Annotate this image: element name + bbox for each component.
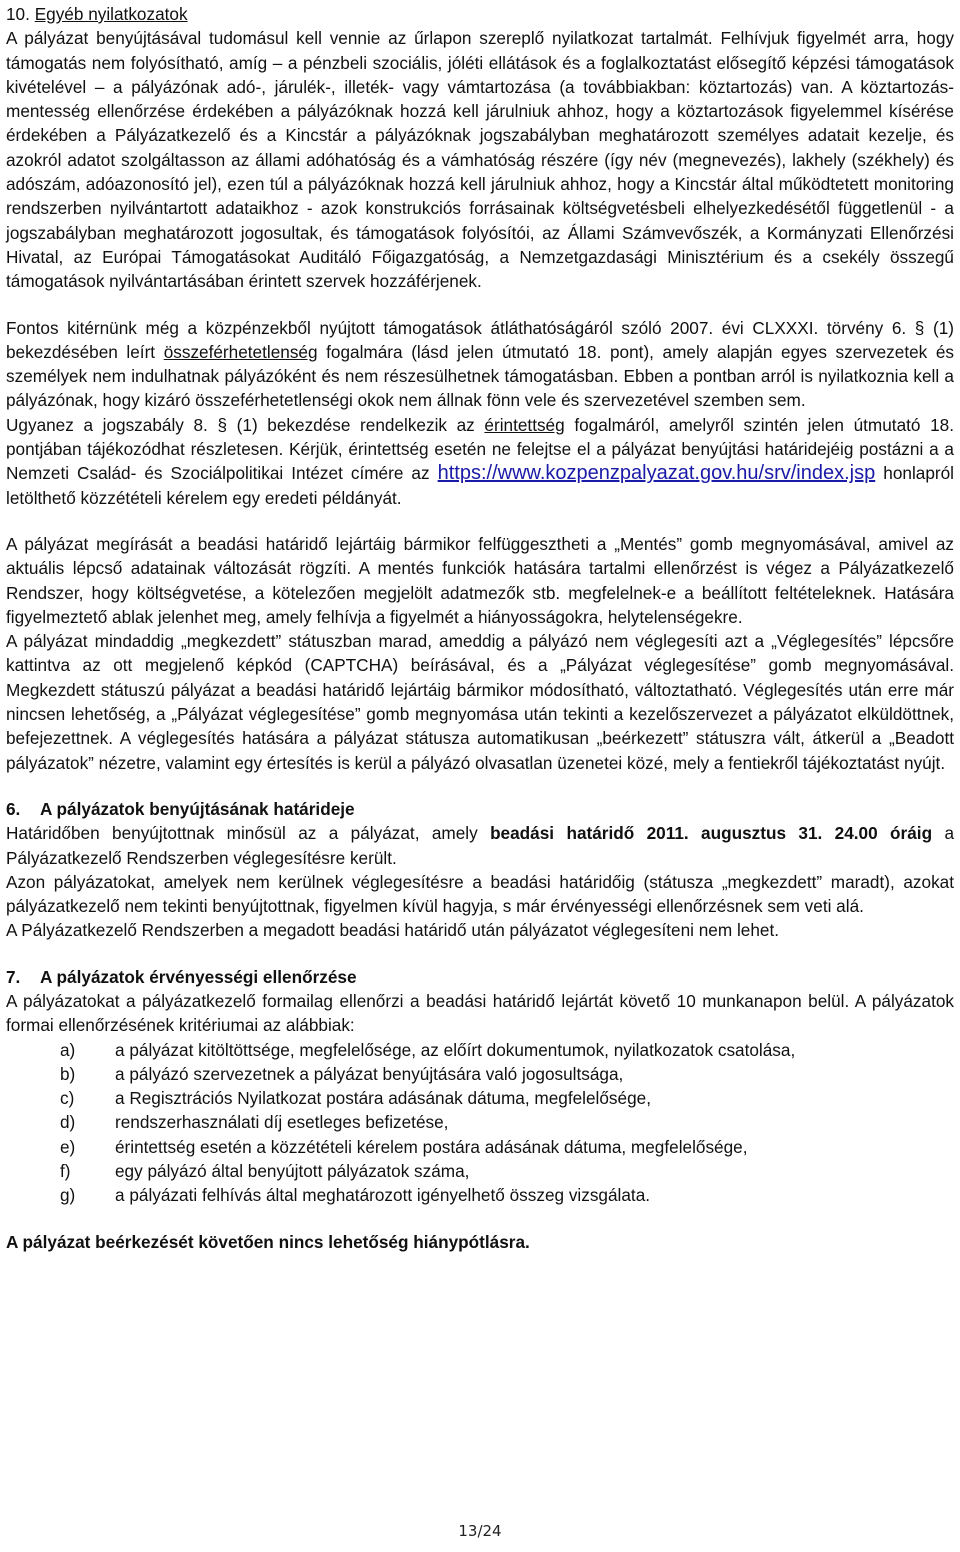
section-10-heading [6, 2, 954, 26]
section-10-paragraph-2: Fontos kitérnünk még a közpénzekből nyújtott támogatások átláthatóságáról szóló 2007. évi CLXXXI. törvény 6. § (1) bekezdésében leírt összeférhetetlenség fogalmára (lásd jelen útmutató 18. pont), amely alapján egyes szervezetek és személyek nem indulhatnak pályázóként és nem részesülhetnek támogatásban. Ebben a pontban arról is nyilatkoznia kell a pályázónak, hogy kizáró összeférhetetlenségi okok nem állnak fönn vele és szervezetével szemben sem. [6, 317, 955, 411]
concern-term: érintettség [484, 414, 565, 435]
section-10-paragraph-5: A pályázat mindaddig „megkezdett” státuszban marad, ameddig a pályázó nem véglegesíti azt a „Véglegesítés” lépcsőre kattintva az ott megjelenő képkód (CAPTCHA) beírásával, és a „Pályázat véglegesítése” gomb megnyomásával. Megkezdett státuszú pályázat a beadási határidő lejártáig bármikor módosítható, változtatható. Véglegesítés után erre már nincsen lehetőség, a „Pályázat véglegesítése” gomb megnyomása után tekinti a kezelőszervezet a pályázatot elküldöttnek, befejezettnek. A véglegesítés hatására a pályázat státusza automatikusan „beérkezett” státuszra vált, átkerül a „Beadott pályázatok” nézetre, valamint egy értesítés is kerül a pályázó olvasatlan üzenetei közé, mely a fentiekről tájékoztatást nyújt. [6, 631, 954, 773]
section-10-number: 10. [6, 4, 30, 24]
list-item: f) egy pályázó által benyújtott pályázatok száma, [60, 1161, 470, 1182]
section-7-heading [6, 965, 954, 989]
document-page [6, 0, 954, 1254]
section-10-paragraph-4: A pályázat megírását a beadási határidő lejártáig bármikor felfüggesztheti a „Mentés” gomb megnyomásával, amivel az aktuális lépcső adatainak változását rögzíti. A mentés funkciók hatására tartalmi ellenőrzést is végez a Pályázatkezelő Rendszer, hogy költségvetése, a kötelezően megjelölt adatmezők stb. megfelelnek-e a beállított feltételeknek. Hatására figyelmeztető ablak jelenhet meg, amely felhívja a figyelmét a hiányosságokra, helytelenségekre. [6, 533, 954, 627]
list-item: e) érintettség esetén a közzétételi kérelem postára adásának dátuma, megfelelősége, [60, 1136, 748, 1157]
incompatibility-term: összeférhetetlenség [163, 341, 318, 362]
section-6-paragraph-1: Határidőben benyújtottnak minősül az a pályázat, amely beadási határidő 2011. augusztus 31. 24.00 óráig a Pályázatkezelő Rendszerben véglegesítésre került. [6, 823, 955, 868]
list-item: g) a pályázati felhívás által meghatározott igényelhető összeg vizsgálata. [60, 1185, 651, 1206]
section-10-paragraph-1: A pályázat benyújtásával tudomásul kell vennie az űrlapon szereplő nyilatkozat tartalmát. Felhívjuk figyelmét arra, hogy támogatás nem folyósítható, amíg – a pénzbeli szociális, jóléti ellátások és a foglalkoztatást elősegítő képzési támogatások kivételével – a pályázónak adó-, járulék-, illeték- vagy vámtartozása (a továbbiakban: köztartozás) van. A köztartozás-mentesség ellenőrzése érdekében a pályázóknak hozzá kell járulniuk ahhoz, hogy a köztartozások figyelemmel kísérése érdekében a Pályázatkezelő és a Kincstár a pályázóknak jogszabályban meghatározott személyes adatait kezelje, és azokról adatot szolgáltasson az állami adóhatóság és a vámhatóság részére (így név (megnevezés), lakhely (székhely) és adószám, adóazonosító jel), ezen túl a pályázóknak hozzá kell járulniuk ahhoz, hogy a Kincstár által működtetett monitoring rendszerben nyilvántartott adataikhoz - azok konstrukciós forrásainak költségvetésbeli elhelyezkedésétől függetlenül - a jogszabályban meghatározott jogosultak, és támogatások folyósítói, az Állami Számvevőszék, a Kormányzati Ellenőrzési Hivatal, az Európai Támogatásokat Auditáló Főigazgatóság, a Nemzetgazdasági Minisztérium és a csekély összegű támogatások nyilvántartásában érintett szervek hozzáférjenek. [6, 28, 954, 292]
list-item: c) a Regisztrációs Nyilatkozat postára adásának dátuma, megfelelősége, [60, 1088, 651, 1109]
section-10-title: Egyéb nyilatkozatok [34, 4, 188, 24]
criteria-list [6, 1038, 954, 1208]
section-10-paragraph-3: Ugyanez a jogszabály 8. § (1) bekezdése rendelkezik az érintettség fogalmáról, amelyről szintén jelen útmutató 18. pontjában tájékozódhat részletesen. Kérjük, érintettség esetén ne felejtse el a pályázat benyújtási határidejéig postázni a a Nemzeti Család- és Szociálpolitikai Intézet címére az https://www.kozpenzpalyazat.gov.hu/srv/index.jsp honlapról letölthető közzétételi kérelem egy eredeti példányát. [6, 414, 954, 508]
section-7-title: A pályázatok érvényességi ellenőrzése [40, 966, 357, 987]
section-7-intro: A pályázatokat a pályázatkezelő formailag ellenőrzi a beadási határidő lejártát követő 10 munkanapon belül. A pályázatok formai ellenőrzésének kritériumai az alábbiak: [6, 990, 954, 1036]
section-6-heading [6, 797, 954, 821]
list-item: b) a pályázó szervezetnek a pályázat benyújtására való jogosultsága, [60, 1063, 624, 1084]
list-item: d) rendszerhasználati díj esetleges befizetése, [60, 1112, 449, 1133]
kozpenzpalyazat-link[interactable]: https://www.kozpenzpalyazat.gov.hu/srv/index.jsp [437, 462, 876, 485]
deadline-text: beadási határidő 2011. augusztus 31. 24.00 óráig [490, 823, 933, 844]
section-7-number: 7. [6, 966, 21, 987]
section-6-title: A pályázatok benyújtásának határideje [40, 798, 355, 819]
section-6-number: 6. [6, 798, 21, 819]
section-6-paragraph-3: A Pályázatkezelő Rendszerben a megadott beadási határidő után pályázatot véglegesíteni nem lehet. [6, 920, 779, 941]
list-item: a) a pályázat kitöltöttsége, megfelelősége, az előírt dokumentumok, nyilatkozatok csatolása, [60, 1039, 796, 1060]
page-number: 13/24 [458, 1522, 502, 1540]
section-6-paragraph-2: Azon pályázatokat, amelyek nem kerülnek véglegesítésre a beadási határidőig (státusza „megkezdett” maradt), azokat pályázatkezelő nem tekinti benyújtottnak, figyelmen kívül hagyja, s már érvényességi ellenőrzésnek sem veti alá. [6, 871, 954, 917]
no-remediation-notice: A pályázat beérkezését követően nincs lehetőség hiánypótlásra. [6, 1231, 530, 1252]
